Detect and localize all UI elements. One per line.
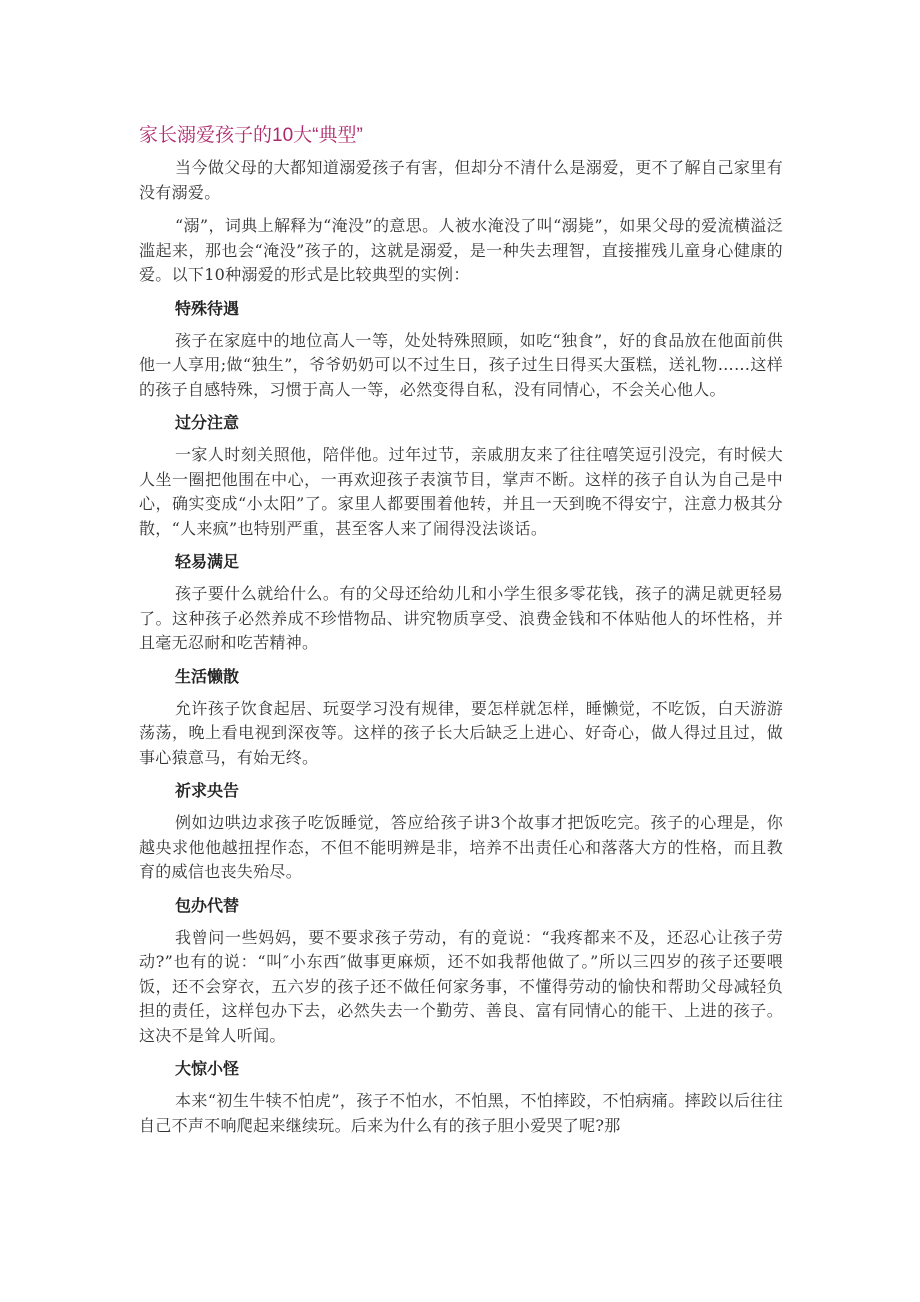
section-heading: 生活懒散 <box>175 666 240 686</box>
intro-paragraph: 当今做父母的大都知道溺爱孩子有害，但却分不清什么是溺爱，更不了解自己家里有没有溺爱。 <box>139 158 783 202</box>
section-paragraph: 孩子要什么就给什么。有的父母还给幼儿和小学生很多零花钱，孩子的满足就更轻易了。这种孩子必然养成不珍惜物品、讲究物质享受、浪费金钱和不体贴他人的坏性格，并且毫无忍耐和吃苦精神。 <box>139 584 783 652</box>
section-heading: 过分注意 <box>175 413 240 432</box>
document-page <box>139 122 783 1147</box>
intro-paragraph: “溺”，词典上解释为“淹没”的意思。人被水淹没了叫“溺毙”，如果父母的爱流横溢泛滥起来，那也会“淹没”孩子的，这就是溺爱，是一种失去理智，直接摧残儿童身心健康的爱。以下10种溺爱的形式是比较典型的实例： <box>139 216 783 284</box>
section-heading: 轻易满足 <box>175 552 240 571</box>
document-title: 家长溺爱孩子的10大“典型” <box>139 125 363 146</box>
section-paragraph: 我曾问一些妈妈，要不要求孩子劳动，有的竟说：“我疼都来不及，还忍心让孩子劳动?”也有的说：“叫″小东西″做事更麻烦，还不如我帮他做了。”所以三四岁的孩子还要喂饭，还不会穿衣，五六岁的孩子还不做任何家务事，不懂得劳动的愉快和帮助父母减轻负担的责任，这样包办下去，必然失去一个勤劳、善良、富有同情心的能干、上进的孩子。这决不是耸人听闻。 <box>139 927 783 1045</box>
section-paragraph: 例如边哄边求孩子吃饭睡觉，答应给孩子讲3个故事才把饭吃完。孩子的心理是，你越央求他他越扭捏作态，不但不能明辨是非，培养不出责任心和落落大方的性格，而且教育的威信也丧失殆尽。 <box>139 813 783 881</box>
section-heading: 大惊小怪 <box>175 1059 240 1078</box>
section-paragraph: 一家人时刻关照他，陪伴他。过年过节，亲戚朋友来了往往嘻笑逗引没完，有时候大人坐一圈把他围在中心，一再欢迎孩子表演节目，掌声不断。这样的孩子自认为自己是中心，确实变成“小太阳”了。家里人都要围着他转，并且一天到晚不得安宁，注意力极其分散，“人来疯”也特别严重，甚至客人来了闹得没法谈话。 <box>139 445 783 538</box>
section-paragraph: 本来“初生牛犊不怕虎”，孩子不怕水，不怕黑，不怕摔跤，不怕病痛。摔跤以后往往自己不声不响爬起来继续玩。后来为什么有的孩子胆小爱哭了呢?那 <box>139 1091 783 1135</box>
section-heading: 祈求央告 <box>175 781 240 800</box>
section-paragraph: 允许孩子饮食起居、玩耍学习没有规律，要怎样就怎样，睡懒觉，不吃饭，白天游游荡荡，晚上看电视到深夜等。这样的孩子长大后缺乏上进心、好奇心，做人得过且过，做事心猿意马，有始无终。 <box>139 698 783 767</box>
section-heading: 特殊待遇 <box>175 298 240 318</box>
section-heading: 包办代替 <box>175 895 240 915</box>
section-paragraph: 孩子在家庭中的地位高人一等，处处特殊照顾，如吃“独食”，好的食品放在他面前供他一人享用;做“独生”，爷爷奶奶可以不过生日，孩子过生日得买大蛋糕，送礼物……这样的孩子自感特殊，习惯于高人一等，必然变得自私，没有同情心，不会关心他人。 <box>139 330 783 399</box>
